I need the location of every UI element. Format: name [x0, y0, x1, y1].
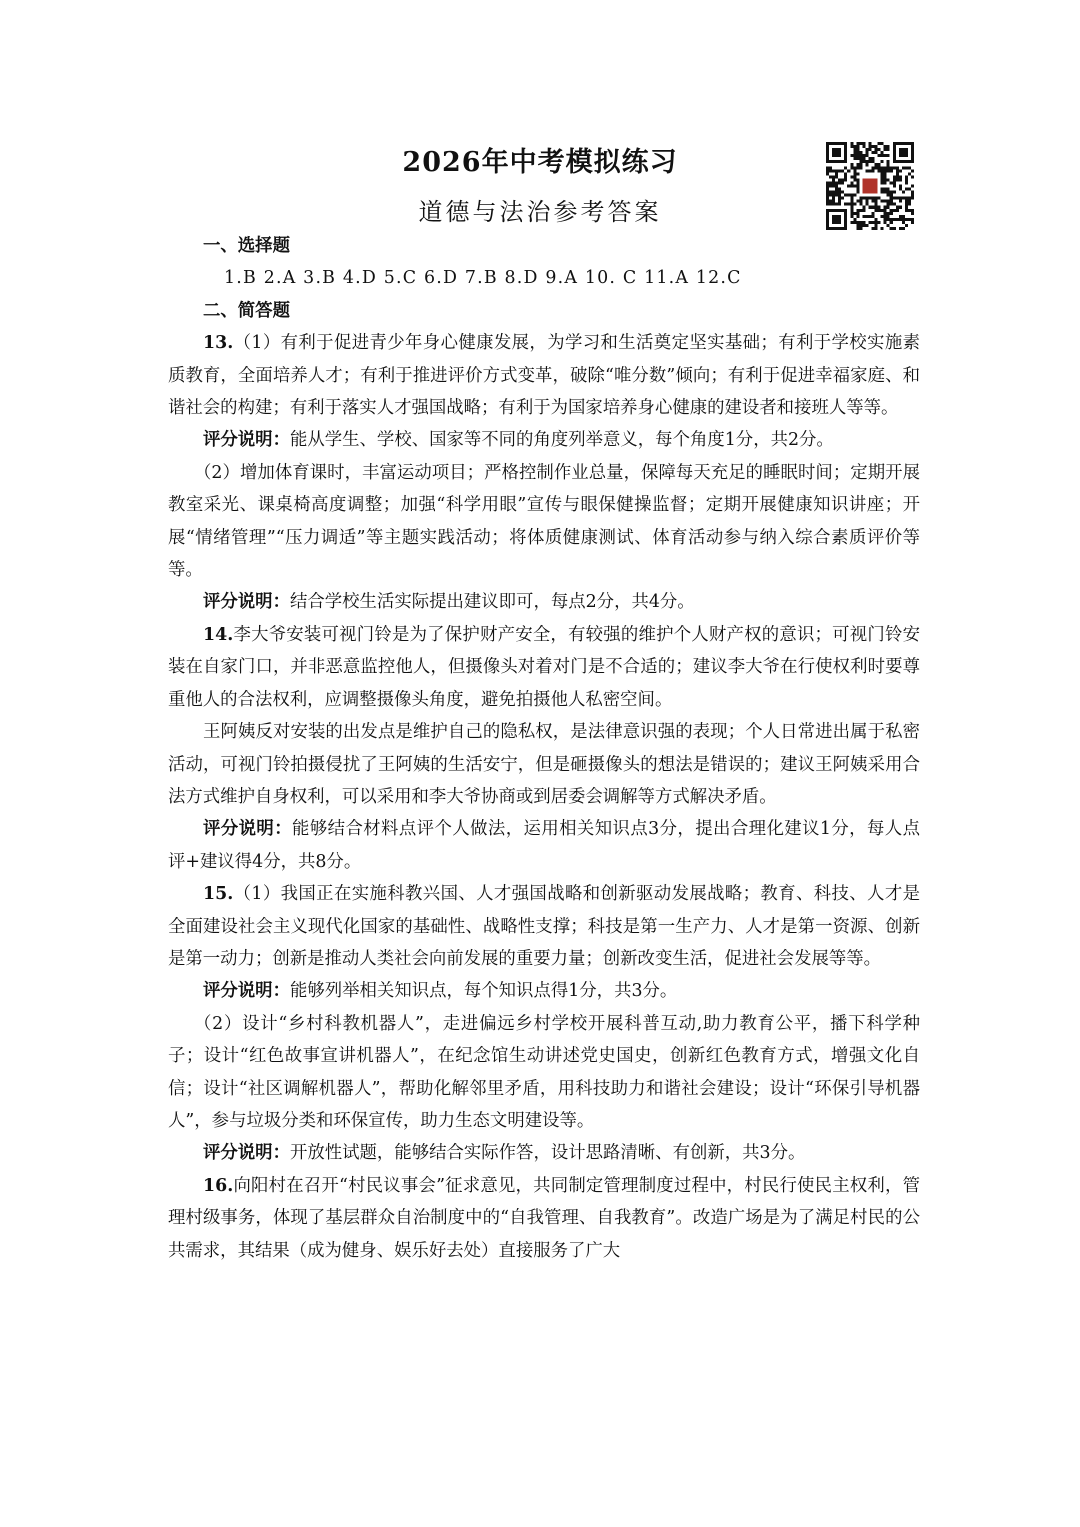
scoring-label: 评分说明：	[203, 1143, 290, 1164]
qr-code-icon[interactable]	[826, 142, 914, 230]
page-subtitle: 道德与法治参考答案	[418, 198, 662, 226]
page-title: 2026年中考模拟练习	[402, 147, 678, 178]
q13-part2: （2）增加体育课时，丰富运动项目；严格控制作业总量，保障每天充足的睡眠时间；定期开展教室采光、课桌椅高度调整；加强“科学用眼”宣传与眼保健操监督；定期开展健康知识讲座；开展“情绪管理”“压力调适”等主题实践活动；将体质健康测试、体育活动参与纳入综合素质评价等等。	[168, 462, 920, 581]
question-number: 15.	[203, 884, 234, 905]
section-heading-choice: 一、选择题	[203, 236, 290, 256]
choice-answers: 1.B 2.A 3.B 4.D 5.C 6.D 7.B 8.D 9.A 10. C 11.A 12.C	[224, 268, 742, 289]
q14-part2: 王阿姨反对安装的出发点是维护自己的隐私权，是法律意识强的表现；个人日常进出属于私密活动，可视门铃拍摄侵扰了王阿姨的生活安宁，但是砸摄像头的想法是错误的；建议王阿姨采用合法方式维护自身权利，可以采用和李大爷协商或到居委会调解等方式解决矛盾。	[168, 722, 920, 807]
q15-scoring-2: 评分说明：开放性试题，能够结合实际作答，设计思路清晰、有创新，共3分。	[203, 1143, 806, 1164]
scoring-label: 评分说明：	[203, 592, 290, 613]
q14-scoring-1: 评分说明：能够结合材料点评个人做法，运用相关知识点3分，提出合理化建议1分，每人点评+建议得4分，共8分。	[168, 819, 920, 872]
q15-part2: （2）设计“乡村科教机器人”，走进偏远乡村学校开展科普互动,助力教育公平，播下科学种子；设计“红色故事宣讲机器人”，在纪念馆生动讲述党史国史，创新红色教育方式，增强文化自信；设计“社区调解机器人”，帮助化解邻里矛盾，用科技助力和谐社会建设；设计“环保引导机器人”，参与垃圾分类和环保宣传，助力生态文明建设等。	[168, 1013, 920, 1131]
question-number: 16.	[203, 1175, 234, 1196]
q14-part1: 14.李大爷安装可视门铃是为了保护财产安全，有较强的维护个人财产权的意识；可视门铃安装在自家门口，并非恶意监控他人，但摄像头对着对门是不合适的；建议李大爷在行使权利时要尊重他人的合法权利，应调整摄像头角度，避免拍摄他人私密空间。	[168, 624, 920, 710]
question-number: 14.	[203, 624, 234, 645]
q16-part1: 16.向阳村在召开“村民议事会”征求意见，共同制定管理制度过程中，村民行使民主权利，管理村级事务，体现了基层群众自治制度中的“自我管理、自我教育”。改造广场是为了满足村民的公共需求，其结果（成为健身、娱乐好去处）直接服务了广大	[168, 1175, 920, 1261]
scoring-label: 评分说明：	[203, 819, 293, 840]
q13-scoring-1: 评分说明：能从学生、学校、国家等不同的角度列举意义，每个角度1分，共2分。	[203, 430, 834, 451]
q13-scoring-2: 评分说明：结合学校生活实际提出建议即可，每点2分，共4分。	[203, 592, 695, 613]
section-heading-short-answer: 二、简答题	[203, 300, 290, 321]
q15-part1: 15.（1）我国正在实施科教兴国、人才强国战略和创新驱动发展战略；教育、科技、人才是全面建设社会主义现代化国家的基础性、战略性支撑；科技是第一生产力、人才是第一资源、创新是第一动力；创新是推动人类社会向前发展的重要力量；创新改变生活，促进社会发展等等。	[168, 884, 920, 969]
question-number: 13.	[203, 333, 234, 354]
scoring-label: 评分说明：	[203, 430, 290, 451]
scoring-label: 评分说明：	[203, 981, 290, 1002]
answer-content	[168, 230, 920, 1267]
q13-part1: 13.（1）有利于促进青少年身心健康发展，为学习和生活奠定坚实基础；有利于学校实施素质教育，全面培养人才；有利于推进评价方式变革，破除“唯分数”倾向；有利于促进幸福家庭、和谐社会的构建；有利于落实人才强国战略；有利于为国家培养身心健康的建设者和接班人等等。	[168, 333, 920, 419]
q15-scoring-1: 评分说明：能够列举相关知识点，每个知识点得1分，共3分。	[203, 981, 678, 1002]
